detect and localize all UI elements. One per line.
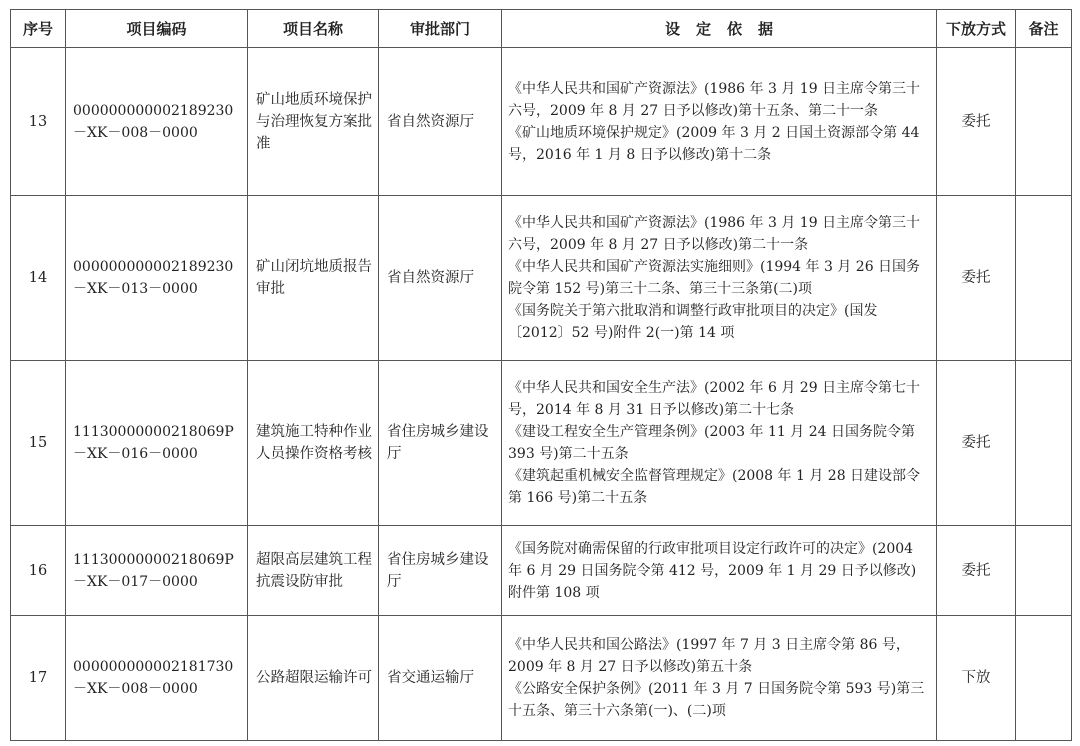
- row-mode: 委托: [937, 361, 1016, 526]
- row-code-line: －XK－013－0000: [73, 281, 198, 297]
- header-mode: 下放方式: [937, 10, 1016, 48]
- row-seq: 14: [11, 196, 66, 361]
- header-name: 项目名称: [248, 10, 379, 48]
- row-name: 建筑施工特种作业人员操作资格考核: [248, 361, 379, 526]
- row-code-line: －XK－008－0000: [73, 681, 198, 697]
- header-note: 备注: [1016, 10, 1072, 48]
- row-basis: [502, 526, 937, 616]
- table-row: [11, 616, 1072, 741]
- row-basis: [502, 196, 937, 361]
- row-code-line: 11130000000218069P: [73, 551, 234, 568]
- row-name: 公路超限运输许可: [248, 616, 379, 741]
- table-row: [11, 48, 1072, 196]
- basis-entry: 《中华人民共和国矿产资源法》(1986 年 3 月 19 日主席令第三十六号，2009 年 8 月 27 日予以修改)第二十一条: [508, 215, 921, 253]
- header-code: 项目编码: [66, 10, 248, 48]
- row-code: [66, 526, 248, 616]
- row-code-line: 000000000002181730: [73, 659, 234, 675]
- row-seq: 15: [11, 361, 66, 526]
- row-code: [66, 361, 248, 526]
- table-row: [11, 526, 1072, 616]
- row-seq: 17: [11, 616, 66, 741]
- basis-entry: 《国务院关于第六批取消和调整行政审批项目的决定》(国发〔2012〕52 号)附件 2(一)第 14 项: [508, 303, 878, 341]
- row-mode: 委托: [937, 526, 1016, 616]
- row-note: [1016, 616, 1072, 741]
- row-seq: 13: [11, 48, 66, 196]
- row-note: [1016, 48, 1072, 196]
- table-row: [11, 361, 1072, 526]
- table-row: [11, 196, 1072, 361]
- row-dept: 省住房城乡建设厅: [379, 526, 502, 616]
- row-code-line: 000000000002189230: [73, 259, 234, 275]
- row-code-line: 11130000000218069P: [73, 424, 234, 440]
- row-name: 矿山地质环境保护与治理恢复方案批准: [248, 48, 379, 196]
- row-code-line: －XK－017－0000: [73, 573, 198, 590]
- basis-entry: 《建筑起重机械安全监督管理规定》(2008 年 1 月 28 日建设部令第 166 号)第二十五条: [508, 468, 921, 506]
- basis-entry: 《矿山地质环境保护规定》(2009 年 3 月 2 日国土资源部令第 44 号，2016 年 1 月 8 日予以修改)第十二条: [508, 124, 920, 163]
- header-dept: 审批部门: [379, 10, 502, 48]
- row-basis: [502, 48, 937, 196]
- row-note: [1016, 196, 1072, 361]
- row-mode: 下放: [937, 616, 1016, 741]
- basis-entry: 《中华人民共和国矿产资源法》(1986 年 3 月 19 日主席令第三十六号，2009 年 8 月 27 日予以修改)第十五条、第二十一条: [508, 80, 921, 119]
- basis-entry: 《中华人民共和国矿产资源法实施细则》(1994 年 3 月 26 日国务院令第 152 号)第三十二条、第三十三条第(二)项: [508, 259, 921, 297]
- row-code-line: 000000000002189230: [73, 102, 234, 119]
- row-dept: 省自然资源厅: [379, 48, 502, 196]
- row-dept: 省交通运输厅: [379, 616, 502, 741]
- row-dept: 省自然资源厅: [379, 196, 502, 361]
- row-name: 矿山闭坑地质报告审批: [248, 196, 379, 361]
- row-basis: [502, 361, 937, 526]
- row-code-line: －XK－016－0000: [73, 446, 198, 462]
- row-mode: 委托: [937, 48, 1016, 196]
- row-basis: [502, 616, 937, 741]
- basis-entry: 《中华人民共和国公路法》(1997 年 7 月 3 日主席令第 86 号，2009 年 8 月 27 日予以修改)第五十条: [508, 637, 910, 675]
- row-name: 超限高层建筑工程抗震设防审批: [248, 526, 379, 616]
- row-note: [1016, 361, 1072, 526]
- approval-items-table: [10, 9, 1072, 741]
- row-mode: 委托: [937, 196, 1016, 361]
- header-seq: 序号: [11, 10, 66, 48]
- basis-entry: 《中华人民共和国安全生产法》(2002 年 6 月 29 日主席令第七十号，2014 年 8 月 31 日予以修改)第二十七条: [508, 380, 921, 418]
- row-code: [66, 616, 248, 741]
- header-basis: 设定依据: [502, 10, 937, 48]
- basis-entry: 《国务院对确需保留的行政审批项目设定行政许可的决定》(2004 年 6 月 29 日国务院令第 412 号，2009 年 1 月 29 日予以修改)附件第 108 项: [508, 540, 917, 601]
- basis-entry: 《建设工程安全生产管理条例》(2003 年 11 月 24 日国务院令第 393 号)第二十五条: [508, 424, 915, 462]
- row-dept: 省住房城乡建设厅: [379, 361, 502, 526]
- row-code-line: －XK－008－0000: [73, 124, 198, 141]
- header-row: [11, 10, 1072, 48]
- row-note: [1016, 526, 1072, 616]
- row-seq: 16: [11, 526, 66, 616]
- row-code: [66, 196, 248, 361]
- basis-entry: 《公路安全保护条例》(2011 年 3 月 7 日国务院令第 593 号)第三十五条、第三十六条第(一)、(二)项: [508, 681, 925, 719]
- row-code: [66, 48, 248, 196]
